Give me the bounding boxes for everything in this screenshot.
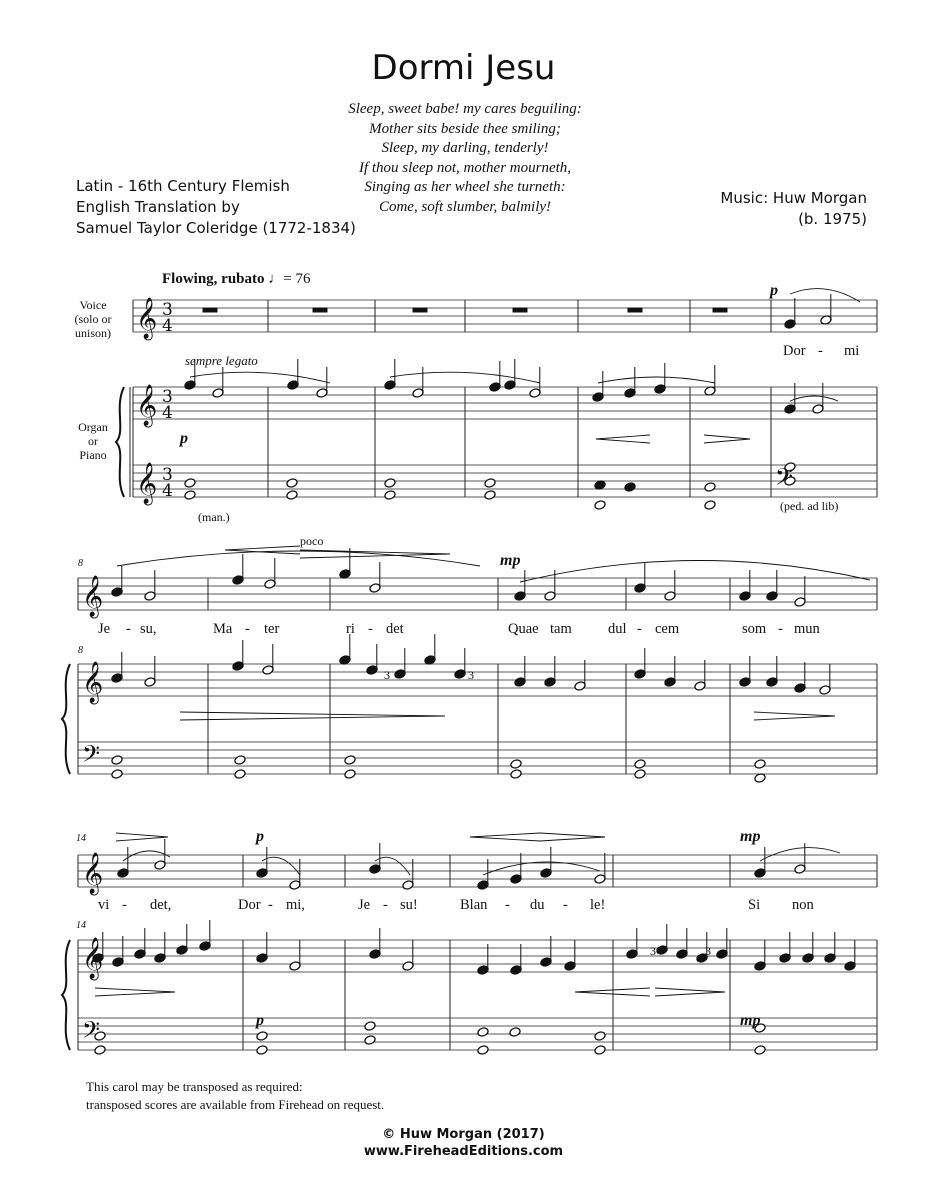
- lyric-syllable: Blan: [460, 897, 488, 913]
- poem-line: If thou sleep not, mother mourneth,: [358, 159, 572, 176]
- note-head: [594, 500, 606, 511]
- credit-line: Latin - 16th Century Flemish: [76, 177, 290, 195]
- note-head: [344, 769, 356, 780]
- lyric-syllable: cem: [655, 621, 680, 637]
- treble-clef-icon: 𝄞: [82, 938, 104, 979]
- bass-clef-icon: 𝄢: [82, 740, 101, 773]
- lyric-syllable: le!: [590, 897, 606, 913]
- lyric-syllable: ter: [264, 621, 280, 637]
- bar-number: 8: [78, 645, 83, 656]
- time-signature-top: 3: [162, 387, 173, 407]
- dynamic-p: p: [770, 282, 778, 299]
- triplet-number: 3: [384, 668, 390, 682]
- note-head: [256, 1031, 268, 1042]
- lyric-hyphen: -: [245, 621, 250, 637]
- lyric-syllable: su,: [140, 621, 157, 637]
- note-head: [754, 759, 766, 770]
- dynamic-mp: mp: [740, 1012, 761, 1029]
- poem-line: Singing as her wheel she turneth:: [364, 179, 566, 195]
- dynamic-p: p: [180, 430, 188, 447]
- note-head: [184, 478, 196, 489]
- note-head: [344, 755, 356, 766]
- lyric-syllable: Si: [748, 897, 761, 913]
- slur: [190, 372, 330, 383]
- poem-line: Sleep, sweet babe! my cares beguiling:: [348, 101, 582, 117]
- note-head: [234, 769, 246, 780]
- lyric-hyphen: -: [505, 897, 510, 913]
- crescendo-hairpin: [596, 435, 650, 443]
- label-line: Voice: [79, 298, 107, 312]
- time-signature-top: 3: [162, 300, 173, 320]
- lyric-syllable: som: [742, 621, 767, 637]
- crescendo-hairpin: [470, 833, 540, 841]
- lyric-syllable: mi,: [286, 897, 305, 913]
- dynamic-mp: mp: [740, 828, 761, 845]
- note-head: [234, 755, 246, 766]
- credit-line: Samuel Taylor Coleridge (1772-1834): [76, 219, 356, 237]
- lyric-hyphen: -: [637, 621, 642, 637]
- decrescendo-hairpin: [116, 833, 168, 841]
- decrescendo-hairpin: [655, 988, 725, 996]
- lyric-syllable: vi: [98, 897, 110, 913]
- bar-number: 14: [76, 833, 86, 844]
- notes: [92, 294, 856, 1055]
- slur: [598, 377, 715, 383]
- brace: [62, 940, 70, 1050]
- poem-line: Mother sits beside thee smiling;: [369, 120, 561, 137]
- credit-line: (b. 1975): [798, 210, 867, 228]
- whole-rest: [628, 308, 642, 312]
- credit-line: English Translation by: [76, 198, 240, 216]
- label-line: Piano: [79, 448, 107, 462]
- lyric-syllable: dul: [608, 621, 627, 637]
- lyric-hyphen: -: [563, 897, 568, 913]
- barlines: [78, 300, 877, 1050]
- quarter-note-icon: ♩: [268, 271, 284, 287]
- credit-line: Music: Huw Morgan: [720, 189, 867, 207]
- note-head: [510, 759, 522, 770]
- note-head: [510, 769, 522, 780]
- note-head: [704, 500, 716, 511]
- note-head: [286, 490, 298, 501]
- lyric-hyphen: -: [383, 897, 388, 913]
- decrescendo-hairpin: [754, 712, 835, 720]
- note-head: [634, 769, 646, 780]
- lyric-syllable: det: [386, 621, 404, 637]
- pedal-marking: (ped. ad lib): [780, 499, 839, 513]
- lyric-hyphen: -: [818, 343, 823, 359]
- lyric-syllable: Je: [98, 621, 111, 637]
- treble-clef-icon: 𝄞: [82, 853, 104, 894]
- note-head: [624, 482, 636, 493]
- website-link[interactable]: www.FireheadEditions.com: [363, 1144, 564, 1159]
- note-head: [594, 1031, 606, 1042]
- whole-rest: [413, 308, 427, 312]
- treble-clef-icon: 𝄞: [82, 576, 104, 617]
- decrescendo-hairpin: [95, 988, 175, 996]
- lyric-syllable: Je: [358, 897, 371, 913]
- brace: [116, 387, 124, 497]
- note-head: [384, 490, 396, 501]
- copyright-footer: [0, 1126, 927, 1160]
- lyric-syllable: ri: [346, 621, 355, 637]
- staff-lines: [78, 300, 877, 1050]
- lyric-syllable: du: [530, 897, 545, 913]
- triplet-number: 3: [705, 944, 711, 958]
- whole-rest: [713, 308, 727, 312]
- slur: [390, 372, 540, 383]
- tempo-text: Flowing, rubato: [162, 271, 265, 287]
- time-signature-bottom: 4: [162, 403, 173, 423]
- label-line: Organ: [78, 420, 108, 434]
- decrescendo-hairpin: [704, 435, 750, 443]
- triplet-number: 3: [650, 944, 656, 958]
- note-head: [477, 1045, 489, 1056]
- bar-number: 8: [78, 558, 83, 569]
- note-head: [384, 478, 396, 489]
- lyric-syllable: Dor: [238, 897, 261, 913]
- treble-clef-icon: 𝄞: [136, 463, 158, 504]
- lyric-hyphen: -: [368, 621, 373, 637]
- note-head: [704, 482, 716, 493]
- slur: [790, 396, 838, 401]
- slur: [123, 851, 170, 861]
- bass-clef-icon: 𝄢: [775, 463, 794, 496]
- metronome-mark: = 76: [283, 271, 311, 287]
- time-signature-top: 3: [162, 465, 173, 485]
- poem-line: Come, soft slumber, balmily!: [378, 198, 552, 215]
- lyric-syllable: su!: [400, 897, 418, 913]
- bar-number: 14: [76, 920, 86, 931]
- lyric-syllable: Quae: [508, 621, 539, 637]
- note-head: [184, 490, 196, 501]
- lyric-syllable: mi: [844, 343, 860, 359]
- note-head: [111, 769, 123, 780]
- lyric-hyphen: -: [122, 897, 127, 913]
- slur: [760, 848, 840, 861]
- label-line: unison): [75, 326, 111, 340]
- footnote: [86, 1078, 384, 1114]
- dynamic-mp: mp: [500, 552, 521, 569]
- slur: [520, 560, 870, 582]
- sempre-legato-marking: sempre legato: [185, 353, 258, 368]
- lyric-hyphen: -: [778, 621, 783, 637]
- dynamic-p: p: [256, 828, 264, 845]
- manual-marking: (man.): [198, 510, 230, 524]
- lyric-hyphen: -: [268, 897, 273, 913]
- treble-clef-icon: 𝄞: [136, 298, 158, 339]
- note-head: [484, 478, 496, 489]
- whole-rest: [313, 308, 327, 312]
- note-head: [484, 490, 496, 501]
- brace: [62, 664, 70, 774]
- lyric-hyphen: -: [126, 621, 131, 637]
- note-head: [634, 759, 646, 770]
- lyric-syllable: Ma: [213, 621, 233, 637]
- lyric-syllable: det,: [150, 897, 172, 913]
- note-head: [594, 1045, 606, 1056]
- footnote-line: This carol may be transposed as required:: [86, 1079, 303, 1094]
- label-line: or: [88, 434, 98, 448]
- poco-marking: poco: [300, 534, 324, 548]
- label-line: (solo or: [74, 312, 112, 326]
- triplet-number: 3: [468, 668, 474, 682]
- decrescendo-hairpin: [180, 712, 445, 720]
- dynamic-p: p: [256, 1012, 264, 1029]
- lyric-syllable: non: [792, 897, 814, 913]
- time-signature-bottom: 4: [162, 316, 173, 336]
- lyric-syllable: Dor: [783, 343, 806, 359]
- page-title: Dormi Jesu: [371, 48, 556, 88]
- footnote-line: transposed scores are available from Firehead on request.: [86, 1097, 385, 1112]
- note-head: [111, 755, 123, 766]
- note-head: [256, 1045, 268, 1056]
- time-signature-bottom: 4: [162, 481, 173, 501]
- lyric-syllable: mun: [794, 621, 820, 637]
- note-head: [364, 1035, 376, 1046]
- note-head: [754, 1045, 766, 1056]
- note-head: [364, 1021, 376, 1032]
- lyric-syllable: tam: [550, 621, 572, 637]
- poem-line: Sleep, my darling, tenderly!: [381, 140, 549, 156]
- note-head: [509, 1027, 521, 1038]
- whole-rest: [513, 308, 527, 312]
- note-head: [477, 1027, 489, 1038]
- whole-rest: [203, 308, 217, 312]
- note-head: [286, 478, 298, 489]
- decrescendo-hairpin: [540, 833, 605, 841]
- bass-clef-icon: 𝄢: [82, 1016, 101, 1049]
- copyright-line: © Huw Morgan (2017): [382, 1127, 545, 1142]
- treble-clef-icon: 𝄞: [82, 662, 104, 703]
- treble-clef-icon: 𝄞: [136, 385, 158, 426]
